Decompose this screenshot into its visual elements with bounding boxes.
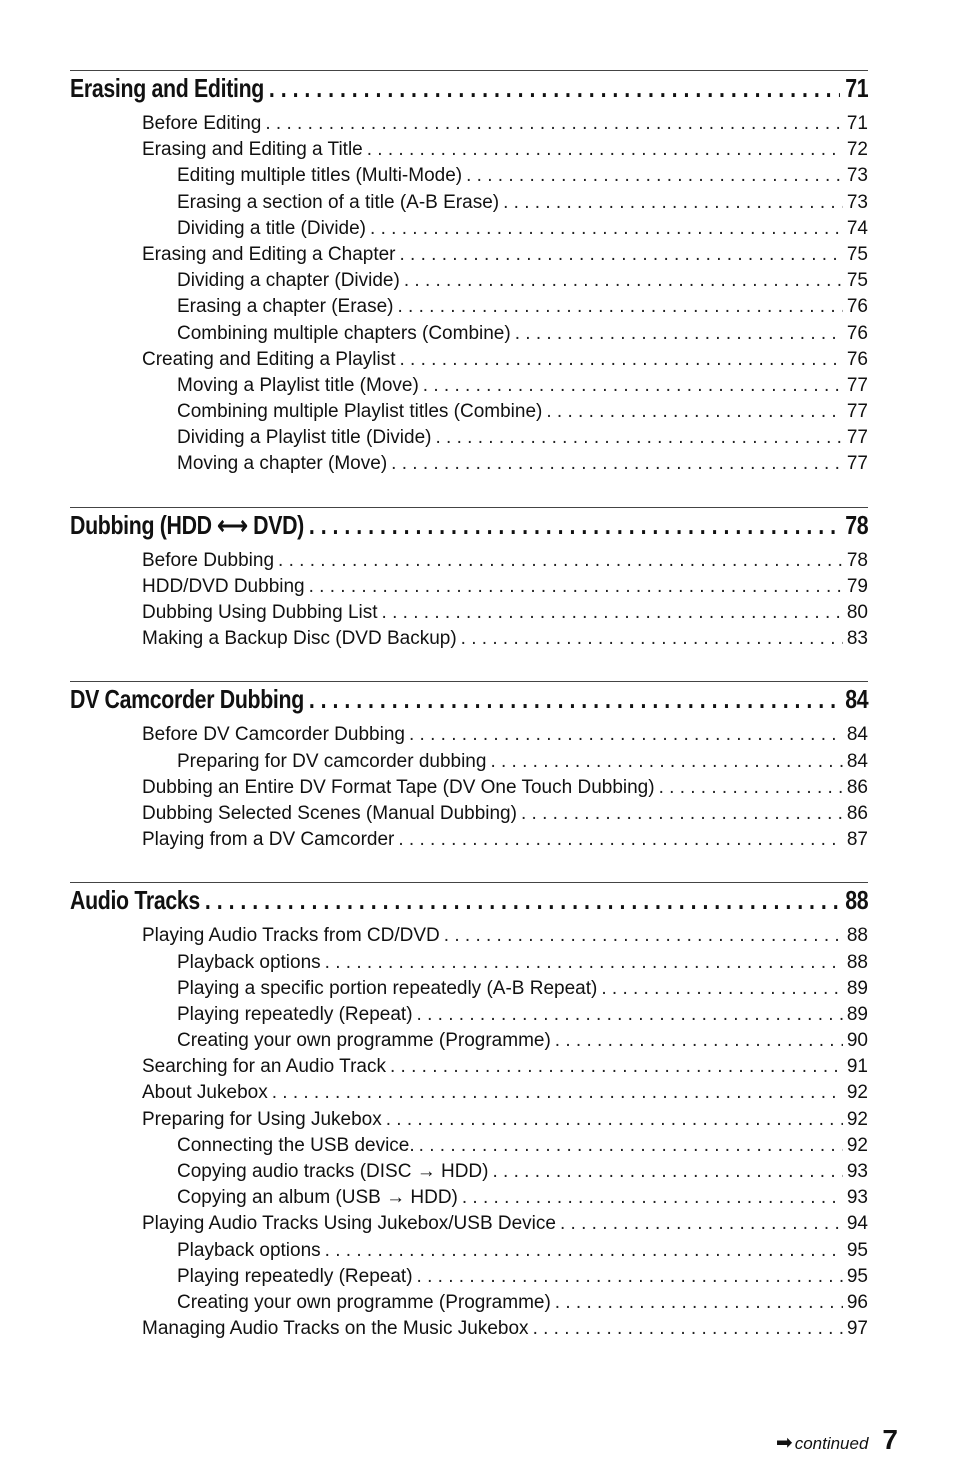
entry-page-number: 95 [846, 1239, 868, 1261]
dot-leader [435, 425, 842, 451]
entry-page-number: 75 [846, 243, 868, 265]
dot-leader [555, 1290, 843, 1316]
toc-entry[interactable] [70, 600, 868, 626]
dot-leader [309, 574, 843, 600]
entry-title: Preparing for Using Jukebox [142, 1108, 382, 1130]
toc-entry[interactable] [70, 399, 868, 425]
toc-section [70, 882, 868, 1342]
dot-leader [515, 321, 843, 347]
entry-title: Erasing a section of a title (A-B Erase) [177, 191, 500, 213]
page-footer [776, 1424, 898, 1456]
dot-leader [555, 1028, 843, 1054]
toc-entry[interactable] [70, 1211, 868, 1237]
entry-page-number: 83 [846, 628, 868, 650]
dot-leader [391, 451, 843, 477]
entry-page-number: 93 [846, 1187, 868, 1209]
entry-title: Preparing for DV camcorder dubbing [177, 750, 487, 772]
entry-page-number: 77 [846, 427, 868, 449]
entry-title: Dubbing Selected Scenes (Manual Dubbing) [142, 802, 517, 824]
entry-page-number: 97 [846, 1318, 868, 1340]
toc-entry[interactable] [70, 163, 868, 189]
entry-title: Combining multiple Playlist titles (Combine) [177, 401, 543, 423]
section-title: Erasing and Editing [70, 73, 264, 103]
entry-page-number: 73 [846, 191, 868, 213]
dot-leader [390, 1054, 843, 1080]
toc-entry[interactable] [70, 775, 868, 801]
toc-entry[interactable] [70, 749, 868, 775]
entry-page-number: 96 [846, 1291, 868, 1313]
entry-page-number: 77 [846, 401, 868, 423]
toc-entry[interactable] [70, 1185, 868, 1211]
section-title: Audio Tracks [70, 885, 200, 916]
toc-entry[interactable] [70, 1159, 868, 1185]
toc-entry[interactable] [70, 827, 868, 853]
entry-title: Moving a Playlist title (Move) [177, 374, 419, 396]
toc-entry[interactable] [70, 722, 868, 748]
entry-page-number: 94 [846, 1213, 868, 1235]
entry-title: Before DV Camcorder Dubbing [142, 724, 405, 746]
toc-entry[interactable] [70, 1080, 868, 1106]
section-title: DV Camcorder Dubbing [70, 684, 304, 715]
toc-entry[interactable] [70, 1238, 868, 1264]
toc-entry[interactable] [70, 451, 868, 477]
dot-leader [466, 163, 843, 189]
entry-page-number: 84 [846, 724, 868, 746]
entry-title: Before Dubbing [142, 549, 275, 571]
toc-entry[interactable] [70, 347, 868, 373]
entry-page-number: 77 [846, 374, 868, 396]
dot-leader [367, 137, 843, 163]
entry-title: Playing from a DV Camcorder [142, 829, 395, 851]
dot-leader [521, 801, 843, 827]
entry-page-number: 89 [846, 977, 868, 999]
toc-entry[interactable] [70, 268, 868, 294]
dot-leader [400, 242, 843, 268]
dot-leader [503, 190, 843, 216]
entry-page-number: 89 [846, 1003, 868, 1025]
entry-title: HDD/DVD Dubbing [142, 575, 305, 597]
entry-title: Playback options [177, 951, 321, 973]
toc-entry[interactable] [70, 1133, 868, 1159]
dot-leader [325, 1238, 843, 1264]
entry-page-number: 88 [846, 925, 868, 947]
dot-leader [659, 775, 843, 801]
dot-leader [417, 1002, 843, 1028]
entry-page-number: 80 [846, 602, 868, 623]
entry-title: Erasing and Editing a Chapter [142, 243, 396, 265]
entry-page-number: 76 [846, 348, 868, 370]
entry-title: Creating your own programme (Programme) [177, 1030, 551, 1052]
entry-page-number: 92 [846, 1134, 868, 1156]
toc-entry[interactable] [70, 1028, 868, 1054]
toc-entry[interactable] [70, 190, 868, 216]
section-page-number: 71 [845, 73, 869, 103]
entry-title: Dividing a chapter (Divide) [177, 270, 400, 292]
entry-title: Playing Audio Tracks from CD/DVD [142, 925, 440, 947]
entry-title: Dubbing Using Dubbing List [142, 602, 378, 623]
dot-leader [423, 373, 843, 399]
entry-title: Dividing a title (Divide) [177, 217, 367, 239]
entry-title: Moving a chapter (Move) [177, 453, 388, 475]
entry-page-number: 78 [846, 549, 868, 571]
toc-entry[interactable] [70, 1290, 868, 1316]
dot-leader [386, 1107, 843, 1133]
page-number: 7 [882, 1424, 898, 1455]
entry-title: Erasing a chapter (Erase) [177, 296, 394, 318]
dot-leader [409, 722, 843, 748]
section-heading[interactable] [70, 508, 868, 548]
dot-leader [560, 1211, 843, 1237]
toc-entry[interactable] [70, 1107, 868, 1133]
toc-entry[interactable] [70, 321, 868, 347]
dot-leader [309, 510, 840, 541]
section-page-number: 88 [845, 885, 869, 916]
toc-entry[interactable] [70, 137, 868, 163]
section-page-number: 84 [845, 684, 869, 715]
toc-entry[interactable] [70, 801, 868, 827]
entry-title: About Jukebox [142, 1082, 268, 1104]
toc-entry[interactable] [70, 923, 868, 949]
entry-page-number: 86 [846, 776, 868, 798]
toc-entry[interactable] [70, 216, 868, 242]
toc-entry[interactable] [70, 1054, 868, 1080]
entry-title: Dubbing an Entire DV Format Tape (DV One Touch Dubbing) [142, 776, 655, 798]
entry-page-number: 74 [846, 217, 868, 239]
right-arrow-icon: ➡ [775, 1432, 793, 1454]
entry-title: Creating your own programme (Programme) [177, 1291, 551, 1313]
continued-label: continued [794, 1434, 869, 1453]
toc-entry[interactable] [70, 242, 868, 268]
entry-title: Making a Backup Disc (DVD Backup) [142, 628, 457, 650]
dot-leader [370, 216, 843, 242]
dot-leader [399, 347, 842, 373]
dot-leader [398, 827, 842, 853]
toc-entry[interactable] [70, 548, 868, 574]
entry-page-number: 71 [846, 113, 868, 134]
entry-title: Copying an album (USB → HDD) [177, 1187, 458, 1209]
toc-entry[interactable] [70, 950, 868, 976]
dot-leader [269, 73, 840, 104]
dot-leader [490, 749, 842, 775]
entry-page-number: 72 [846, 139, 868, 161]
entry-page-number: 93 [846, 1161, 868, 1182]
entry-title: Managing Audio Tracks on the Music Jukebox [142, 1318, 529, 1340]
dot-leader [419, 1133, 843, 1159]
dot-leader [492, 1159, 842, 1185]
entry-title: Playback options [177, 1239, 321, 1261]
dot-leader [205, 885, 840, 916]
toc-section [70, 507, 868, 653]
entry-title: Erasing and Editing a Title [142, 139, 363, 161]
dot-leader [404, 268, 843, 294]
entry-page-number: 92 [846, 1108, 868, 1130]
entry-page-number: 87 [846, 829, 868, 851]
entry-title: Dividing a Playlist title (Divide) [177, 427, 432, 449]
entry-page-number: 73 [846, 165, 868, 187]
table-of-contents [70, 70, 868, 1342]
entry-page-number: 90 [846, 1030, 868, 1052]
entry-title: Combining multiple chapters (Combine) [177, 322, 511, 344]
dot-leader [461, 626, 843, 652]
toc-section [70, 70, 868, 478]
dot-leader [533, 1316, 843, 1342]
entry-page-number: 95 [846, 1265, 868, 1287]
toc-entry[interactable] [70, 574, 868, 600]
dot-leader [462, 1185, 843, 1211]
entry-page-number: 75 [846, 270, 868, 292]
entry-page-number: 88 [846, 951, 868, 973]
toc-entry[interactable] [70, 976, 868, 1002]
entry-title: Playing Audio Tracks Using Jukebox/USB Device [142, 1213, 556, 1235]
dot-leader [601, 976, 843, 1002]
entry-title: Creating and Editing a Playlist [142, 348, 396, 370]
dot-leader [272, 1080, 843, 1106]
section-heading[interactable] [70, 883, 868, 923]
dot-leader [417, 1264, 843, 1290]
section-title: Dubbing (HDD ⟷ DVD) [70, 509, 304, 540]
dot-leader [325, 950, 843, 976]
entry-title: Copying audio tracks (DISC → HDD) [177, 1161, 489, 1182]
toc-entry[interactable] [70, 425, 868, 451]
dot-leader [398, 294, 843, 320]
section-page-number: 78 [845, 509, 869, 540]
entry-page-number: 86 [846, 802, 868, 824]
toc-entry[interactable] [70, 1264, 868, 1290]
section-heading[interactable] [70, 682, 868, 722]
dot-leader [546, 399, 843, 425]
entry-page-number: 84 [846, 750, 868, 772]
dot-leader [309, 684, 841, 715]
entry-page-number: 79 [846, 575, 868, 597]
entry-page-number: 91 [846, 1056, 868, 1078]
section-heading[interactable] [70, 71, 868, 111]
entry-page-number: 76 [846, 296, 868, 318]
toc-entry[interactable] [70, 1316, 868, 1342]
toc-entry[interactable] [70, 1002, 868, 1028]
dot-leader [265, 111, 843, 137]
toc-entry[interactable] [70, 111, 868, 137]
entry-title: Playing a specific portion repeatedly (A-B Repeat) [177, 977, 598, 999]
dot-leader [382, 600, 843, 626]
entry-page-number: 92 [846, 1082, 868, 1104]
toc-entry[interactable] [70, 373, 868, 399]
toc-entry[interactable] [70, 626, 868, 652]
entry-title: Playing repeatedly (Repeat) [177, 1003, 413, 1025]
entry-title: Before Editing [142, 113, 262, 134]
entry-title: Connecting the USB device. [177, 1134, 415, 1156]
entry-page-number: 77 [846, 453, 868, 475]
dot-leader [278, 548, 843, 574]
entry-title: Playing repeatedly (Repeat) [177, 1265, 413, 1287]
entry-title: Searching for an Audio Track [142, 1056, 386, 1078]
entry-title: Editing multiple titles (Multi-Mode) [177, 165, 463, 187]
toc-section [70, 681, 868, 853]
dot-leader [444, 923, 843, 949]
entry-page-number: 76 [846, 322, 868, 344]
toc-entry[interactable] [70, 294, 868, 320]
